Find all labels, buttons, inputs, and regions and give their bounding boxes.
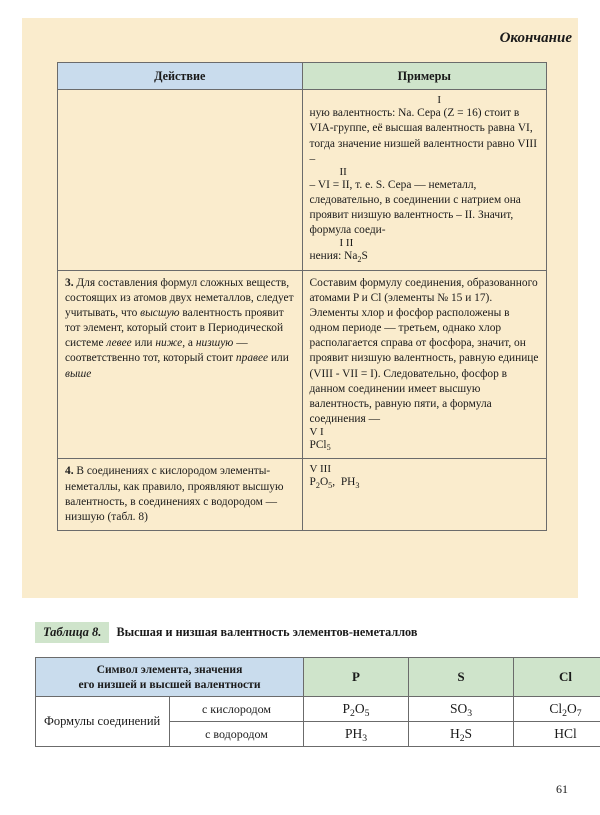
table8-header-p: P: [304, 658, 409, 697]
formula-pcl5: PCl$_5$: [309, 439, 331, 453]
action-number-3: 3.: [65, 276, 74, 289]
example-text-3: нения: $Na_2S$: [309, 250, 368, 264]
action-em-levee: левее: [106, 337, 132, 350]
example-cell-3: [302, 459, 547, 531]
action-text-3d: а: [187, 337, 193, 350]
table-row: [58, 270, 547, 459]
example-text-2: – VI = II, т. е. S. Сера — неметалл, следовательно, в соединении с натрием она проявит низшую валентность – II. Значит, формула соеди-: [309, 178, 521, 237]
header-action: Действие: [58, 63, 303, 90]
example-text-4: Составим формулу соединения, образованного атомами P и Cl (элементы № 15 и 17). Элементы хлор и фосфор расположены в одном периоде — третьем, однако хлор располагается справа от фосфора, значит, он проявит низшую валентность, равную единице (VIII - VII = I). Следовательно, фосфор в данном соединении имеет высшую валентность, равную пяти, а формула соединения —: [309, 276, 539, 426]
table8-sublabel-hydrogen: с водородом: [170, 722, 304, 747]
table8-badge: Таблица 8.: [35, 622, 109, 643]
table8: [35, 657, 600, 747]
table8-cell-h2s: $H_2S$: [409, 722, 514, 747]
action-text-3e: — соответственно тот, который стоит: [65, 337, 248, 365]
table8-row-label: Формулы соединений: [36, 697, 170, 747]
action-text-3b: валентность проявит тот элемент, который стоит в Периодической системе: [65, 306, 284, 350]
table8-header-s: S: [409, 658, 514, 697]
valence-marker-3: I II: [339, 237, 354, 250]
table8-header-line2: его низшей и высшей валентности: [78, 678, 261, 692]
table-header-row: [58, 63, 547, 90]
valence-marker: I: [437, 94, 442, 107]
table8-cell-ph3: $PH_3$: [304, 722, 409, 747]
action-em-nizhe: ниже,: [155, 337, 186, 350]
example-cell-1: [302, 90, 547, 270]
table8-cell-so3: $SO_3$: [409, 697, 514, 722]
action-em-pravee: правее: [235, 352, 269, 365]
valence-marker-2: II: [339, 165, 347, 178]
table8-header-row: [36, 658, 600, 697]
action-cell-continued: [58, 90, 303, 270]
procedure-table: [57, 62, 547, 531]
example-text-1: ную валентность: Na. Сера (Z = 16) стоит в VIA-группе, её высшая валентность равна VI, тогда значение низшей валентности равно VIII –: [309, 107, 537, 165]
table8-cell-hcl: HCl: [514, 722, 600, 747]
header-examples: Примеры: [302, 63, 547, 90]
action-em-nizshuyu: низшую: [195, 337, 234, 350]
action-text-4: В соединениях с кислородом элементы-неметаллы, как правило, проявляют высшую валентность, в соединениях с водородом — низшую (табл. 8): [65, 465, 284, 523]
table8-row-oxygen: [36, 697, 600, 722]
table-row: [58, 90, 547, 270]
table8-header-symbol: [36, 658, 304, 697]
table8-sublabel-oxygen: с кислородом: [170, 697, 304, 722]
example-cell-2: [302, 270, 547, 459]
table-row: [58, 459, 547, 531]
page-number: 61: [556, 782, 568, 796]
action-cell-3: [58, 270, 303, 459]
action-text-3f: или: [270, 352, 289, 365]
action-number-4: 4.: [65, 465, 74, 478]
action-em-vyshe: выше: [65, 367, 92, 380]
continuation-label: Окончание: [499, 30, 572, 46]
valence-marker-5: V III: [309, 463, 331, 476]
action-text-3c: или: [134, 337, 153, 350]
table8-header-line1: Символ элемента, значения: [96, 663, 243, 676]
action-em-vysshuyu: высшую: [140, 306, 180, 319]
valence-marker-4: V I: [309, 426, 324, 439]
table8-cell-p2o5: $P_2O_5$: [304, 697, 409, 722]
table8-caption: [35, 622, 565, 644]
table8-cell-cl2o7: $Cl_2O_7$: [514, 697, 600, 722]
table8-title: Высшая и низшая валентность элементов-неметаллов: [116, 625, 418, 639]
formula-row-4: $P_2O_5$, $PH_3$: [309, 476, 360, 490]
table8-header-cl: Cl: [514, 658, 600, 697]
action-cell-4: [58, 459, 303, 531]
action-text-3a: Для составления формул сложных веществ, состоящих из атомов двух неметаллов, следует учитывать, что: [65, 276, 294, 319]
